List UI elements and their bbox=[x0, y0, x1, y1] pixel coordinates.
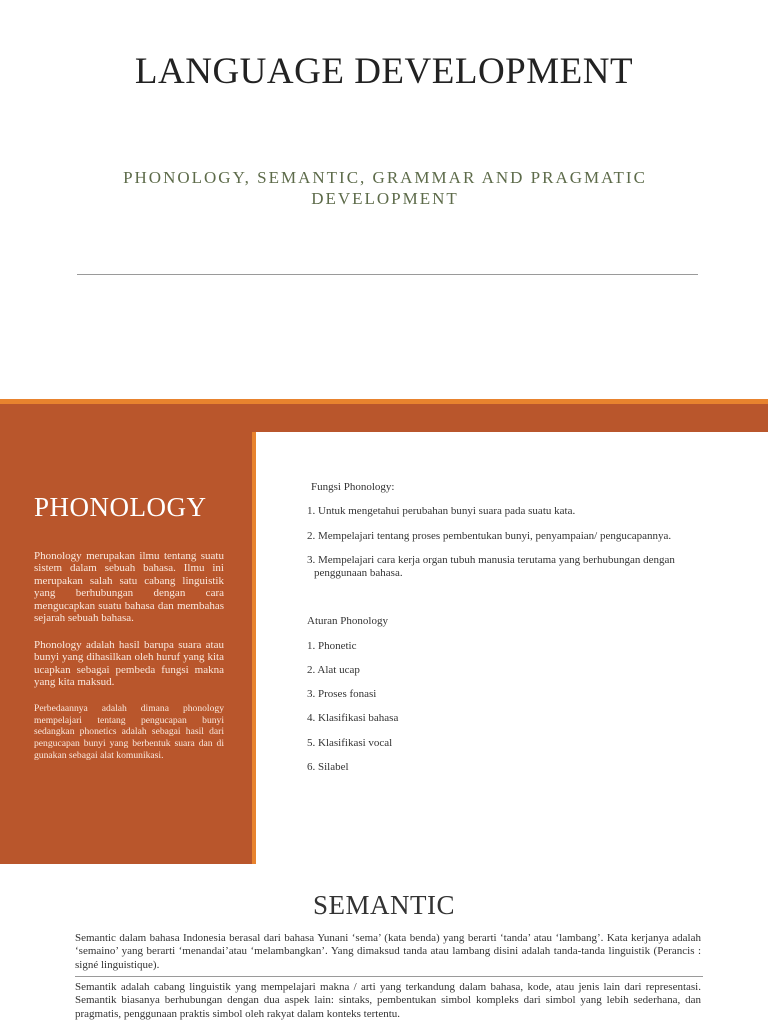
aturan-item: 5. Klasifikasi vocal bbox=[307, 737, 393, 749]
title-divider bbox=[77, 274, 698, 275]
aturan-item: 1. Phonetic bbox=[307, 640, 357, 652]
slide-title: LANGUAGE DEVELOPMENT bbox=[134, 51, 634, 92]
semantic-divider bbox=[75, 976, 703, 977]
fungsi-item: 2. Mempelajari tentang proses pembentukan bunyi, penyampaian/ pengucapannya. bbox=[307, 530, 672, 542]
fungsi-item: 3. Mempelajari cara kerja organ tubuh manusia terutama yang berhubungan dengan penggunaan bahasa. bbox=[307, 554, 675, 579]
aturan-item: 3. Proses fonasi bbox=[307, 688, 377, 700]
semantic-heading: SEMANTIC bbox=[312, 890, 455, 920]
semantic-paragraph: Semantik adalah cabang linguistik yang mempelajari makna / arti yang terkandung dalam bahasa, kode, atau jenis lain dari representasi. Semantik biasanya berhubungan dengan dua aspek lain: sintaks, pembentukan simbol kompleks dari simbol yang lebih sederhana, dan pragmatis, penggunaan praktis simbol oleh rakyat dalam konteks tertentu. bbox=[75, 981, 701, 1020]
phonology-paragraph: Phonology merupakan ilmu tentang suatu sistem dalam sebuah bahasa. Ilmu ini merupakan salah satu cabang linguistik yang berhubungan dengan cara mengucapkan suatu bahasa dan membahas sejarah sebuah bahasa. bbox=[34, 550, 224, 625]
slide-subtitle: PHONOLOGY, SEMANTIC, GRAMMAR AND PRAGMATIC DEVELOPMENT bbox=[123, 168, 647, 208]
aturan-item: 2. Alat ucap bbox=[307, 664, 360, 676]
accent-band bbox=[0, 404, 768, 432]
aturan-item: 6. Silabel bbox=[307, 761, 349, 773]
fungsi-item: 1. Untuk mengetahui perubahan bunyi suara pada suatu kata. bbox=[307, 505, 576, 517]
semantic-paragraph: Semantic dalam bahasa Indonesia berasal dari bahasa Yunani ‘sema’ (kata benda) yang berarti ‘tanda’ atau ‘lambang’. Kata kerjanya adalah ‘semaino’ yang berarti ‘menandai’atau ‘melambangkan’. Yang dimaksud tanda atau lambang disini adalah tanda-tanda linguistik (Perancis : signé linguistique). bbox=[75, 932, 701, 971]
aturan-heading: Aturan Phonology bbox=[307, 615, 388, 627]
aturan-item: 4. Klasifikasi bahasa bbox=[307, 712, 399, 724]
phonology-heading: PHONOLOGY bbox=[34, 492, 207, 522]
fungsi-heading: Fungsi Phonology: bbox=[311, 481, 395, 493]
phonology-paragraph: Phonology adalah hasil barupa suara atau bunyi yang dihasilkan oleh huruf yang kita ucapkan sebagai pembeda fungsi makna yang kita maksud. bbox=[34, 639, 224, 689]
phonology-paragraph: Perbedaannya adalah dimana phonology mempelajari tentang pengucapan bunyi sedangkan phonetics adalah sebagai hasil dari pengucapan bunyi yang berbentuk suara dan di gunakan sebagai alat komunikasi. bbox=[34, 703, 224, 761]
